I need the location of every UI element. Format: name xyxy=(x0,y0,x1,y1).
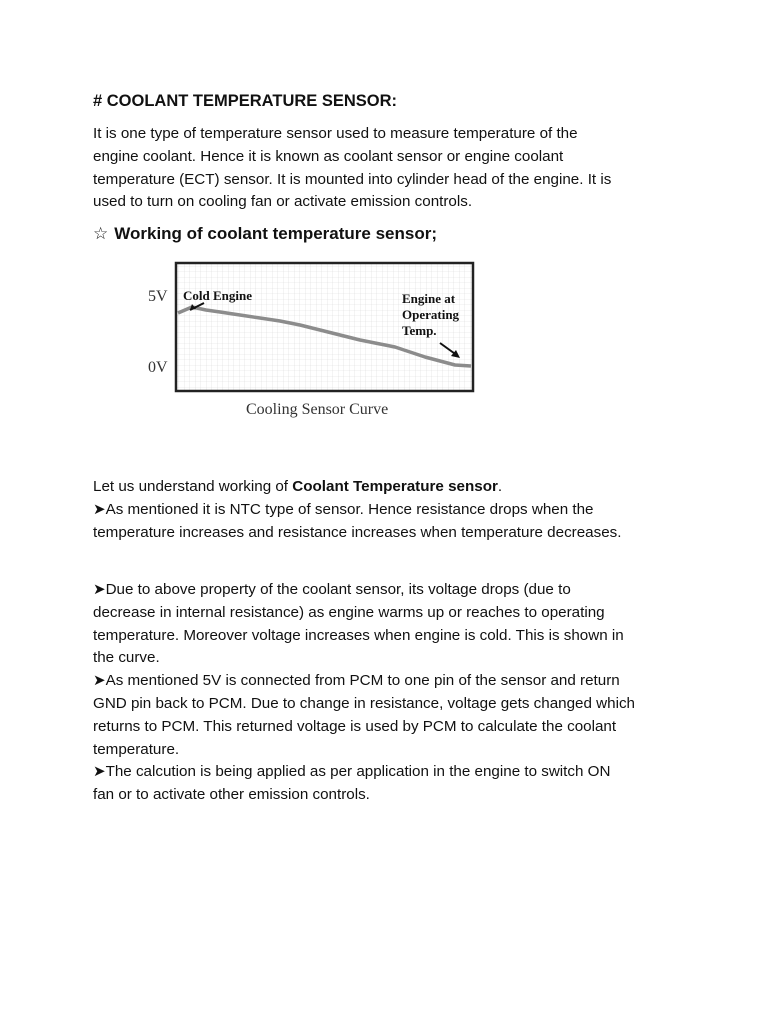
intro-line: engine coolant. Hence it is known as coolant sensor or engine coolant xyxy=(93,147,564,165)
annotation-hot-line: Temp. xyxy=(402,323,437,338)
section-heading xyxy=(93,224,437,244)
annotation-hot-line: Operating xyxy=(402,307,460,322)
understand-suffix: . xyxy=(497,478,503,495)
point-line: fan or to activate other emission controls. xyxy=(93,786,370,804)
label-0v: 0V xyxy=(148,359,168,376)
arrow-bullet-icon: ➤ xyxy=(93,672,106,690)
point-line xyxy=(93,579,683,602)
intro-line: temperature (ECT) sensor. It is mounted into cylinder head of the engine. It is xyxy=(93,170,612,188)
intro-line: used to turn on cooling fan or activate emission controls. xyxy=(93,193,473,211)
intro-line: It is one type of temperature sensor used to measure temperature of the xyxy=(93,125,578,142)
point-line: returns to PCM. This returned voltage is used by PCM to calculate the coolant xyxy=(93,717,617,735)
point-line: temperature increases and resistance increases when temperature decreases. xyxy=(93,523,622,541)
annotation-hot-line: Engine at xyxy=(402,291,456,306)
point-text: As mentioned it is NTC type of sensor. Hence resistance drops when the xyxy=(105,500,594,518)
point-line: the curve. xyxy=(93,649,160,667)
point-line: temperature. xyxy=(93,740,180,758)
point-line xyxy=(93,499,683,522)
arrow-bullet-icon: ➤ xyxy=(93,500,106,518)
point-line: GND pin back to PCM. Due to change in resistance, voltage gets changed which xyxy=(93,694,635,712)
page-title: # COOLANT TEMPERATURE SENSOR: xyxy=(93,92,398,110)
understand-bold: Coolant Temperature sensor xyxy=(292,478,498,495)
star-icon: ☆ xyxy=(93,224,109,243)
section-heading-text: Working of coolant temperature sensor; xyxy=(114,224,437,243)
intro-paragraph xyxy=(93,123,683,214)
arrow-bullet-icon: ➤ xyxy=(93,581,106,598)
point-line xyxy=(93,761,683,784)
point-text: The calcution is being applied as per application in the engine to switch ON xyxy=(105,763,611,781)
label-5v: 5V xyxy=(148,288,168,305)
understand-paragraph xyxy=(93,476,683,544)
points-paragraph xyxy=(93,579,683,807)
understand-line xyxy=(93,476,683,499)
figure-caption: Cooling Sensor Curve xyxy=(246,401,389,418)
point-line xyxy=(93,670,683,693)
point-text: Due to above property of the coolant sensor, its voltage drops (due to xyxy=(105,581,571,598)
arrow-bullet-icon: ➤ xyxy=(93,763,106,781)
point-line: decrease in internal resistance) as engine warms up or reaches to operating xyxy=(93,603,605,621)
point-line: temperature. Moreover voltage increases when engine is cold. This is shown in xyxy=(93,626,624,644)
annotation-cold-engine: Cold Engine xyxy=(183,288,252,303)
point-text: As mentioned 5V is connected from PCM to one pin of the sensor and return xyxy=(105,672,620,690)
understand-prefix: Let us understand working of xyxy=(93,478,293,495)
cooling-sensor-figure xyxy=(140,255,485,425)
